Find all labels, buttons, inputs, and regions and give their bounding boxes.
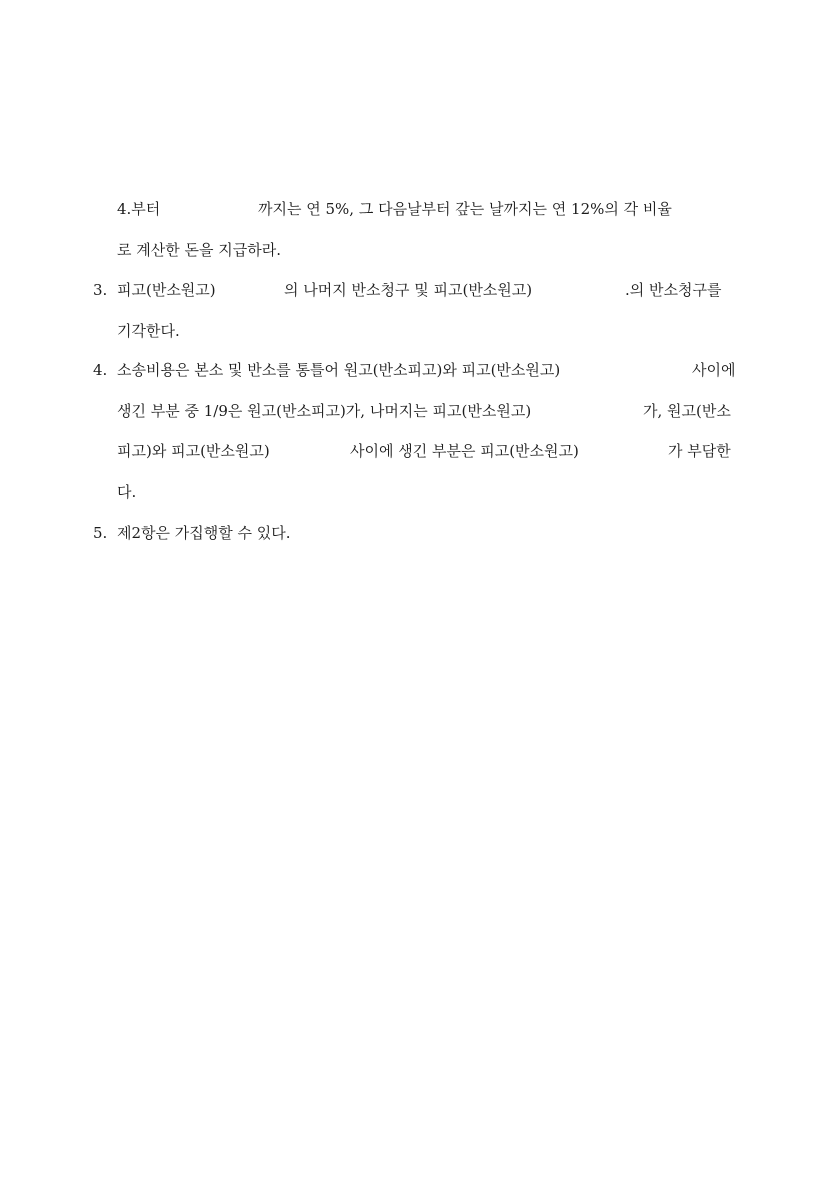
text-segment: 가, 원고(반소: [643, 402, 731, 420]
text-segment: 다.: [117, 483, 137, 501]
text-segment: 의 나머지 반소청구 및 피고(반소원고): [284, 281, 533, 299]
text-segment: 생긴 부분 중 1/9은 원고(반소피고)가, 나머지는 피고(반소원고): [117, 402, 532, 420]
text-segment: 가 부담한: [668, 442, 731, 460]
text-segment: 사이에 생긴 부분은 피고(반소원고): [350, 442, 579, 460]
text-segment: 까지는 연 5%, 그 다음날부터 갚는 날까지는 연 12%의 각 비율: [258, 200, 672, 218]
item-number: 3.: [93, 281, 108, 299]
text-segment: 사이에: [692, 361, 736, 379]
item-number: 5.: [93, 524, 108, 542]
text-segment: 제2항은 가집행할 수 있다.: [117, 524, 291, 542]
text-segment: 소송비용은 본소 및 반소를 통틀어 원고(반소피고)와 피고(반소원고): [117, 361, 561, 379]
text-segment: 4.부터: [117, 200, 161, 218]
item-number: 4.: [93, 361, 108, 379]
text-segment: 로 계산한 돈을 지급하라.: [117, 241, 281, 259]
text-segment: 피고(반소원고): [117, 281, 216, 299]
text-segment: 피고)와 피고(반소원고): [117, 442, 270, 460]
text-segment: .의 반소청구를: [625, 281, 722, 299]
text-segment: 기각한다.: [117, 322, 180, 340]
